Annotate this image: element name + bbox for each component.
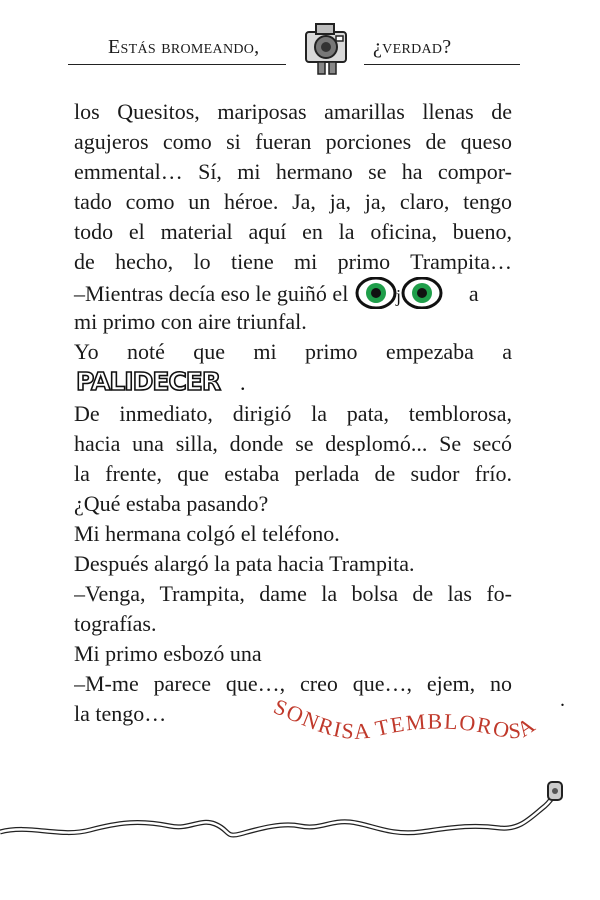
page-header <box>68 18 520 70</box>
svg-text:.: . <box>240 370 246 395</box>
header-rule-left <box>68 64 286 65</box>
svg-text:SONRISA TEMBLOROSA: SONRISA TEMBLOROSA <box>270 693 541 745</box>
text-line: ¿Qué estaba pasando? <box>74 491 269 516</box>
sonrisa-temblorosa-word <box>268 686 568 756</box>
telephone-cord-icon <box>0 780 600 850</box>
text-line: la tengo… <box>74 701 167 726</box>
header-rule-right <box>364 64 520 65</box>
text-line: Mi primo esbozó una <box>74 641 262 666</box>
text-line: mi primo con aire triunfal. <box>74 309 307 334</box>
text-line: agujeros como si fueran porciones de queso <box>74 129 512 154</box>
text-line-ojo <box>74 277 512 307</box>
text-line: Después alargó la pata hacia Trampita. <box>74 551 415 576</box>
text-line: Mi hermana colgó el teléfono. <box>74 521 340 546</box>
text-line: tado como un héroe. Ja, ja, ja, claro, tengo <box>74 189 512 214</box>
text-line: Yo noté que mi primo empezaba a <box>74 339 512 364</box>
text-line: –Venga, Trampita, dame la bolsa de las fo- <box>74 581 512 606</box>
text-line: la frente, que estaba perlada de sudor frío. <box>74 461 512 486</box>
phone-plug <box>548 782 562 800</box>
svg-text:.: . <box>560 689 565 711</box>
text-line: de hecho, lo tiene mi primo Trampita… <box>74 249 512 274</box>
text-line: hacia una silla, donde se desplomó... Se secó <box>74 431 512 456</box>
ojo-letter: j <box>395 286 401 306</box>
text-line: De inmediato, dirigió la pata, temblorosa, <box>74 401 512 426</box>
text-line: los Quesitos, mariposas amarillas llenas de <box>74 99 512 124</box>
text-line: todo el material aquí en la oficina, bueno, <box>74 219 512 244</box>
header-left-title: Estás bromeando, <box>108 36 260 58</box>
text-line: –M-me parece que…, creo que…, ejem, no <box>74 671 512 696</box>
camera-icon <box>298 18 356 78</box>
body-text <box>74 97 512 729</box>
header-right-title: ¿verdad? <box>373 36 452 58</box>
eyes-icon <box>354 277 446 309</box>
palidecer-word <box>74 363 249 397</box>
text-fragment: a <box>468 281 479 306</box>
svg-text:PALIDECER: PALIDECER <box>76 367 221 396</box>
text-line: emmental… Sí, mi hermano se ha compor- <box>74 159 512 184</box>
palidecer-line <box>74 363 512 399</box>
text-line: tografías. <box>74 611 157 636</box>
text-fragment: –Mientras decía eso le guiñó el <box>74 281 349 306</box>
